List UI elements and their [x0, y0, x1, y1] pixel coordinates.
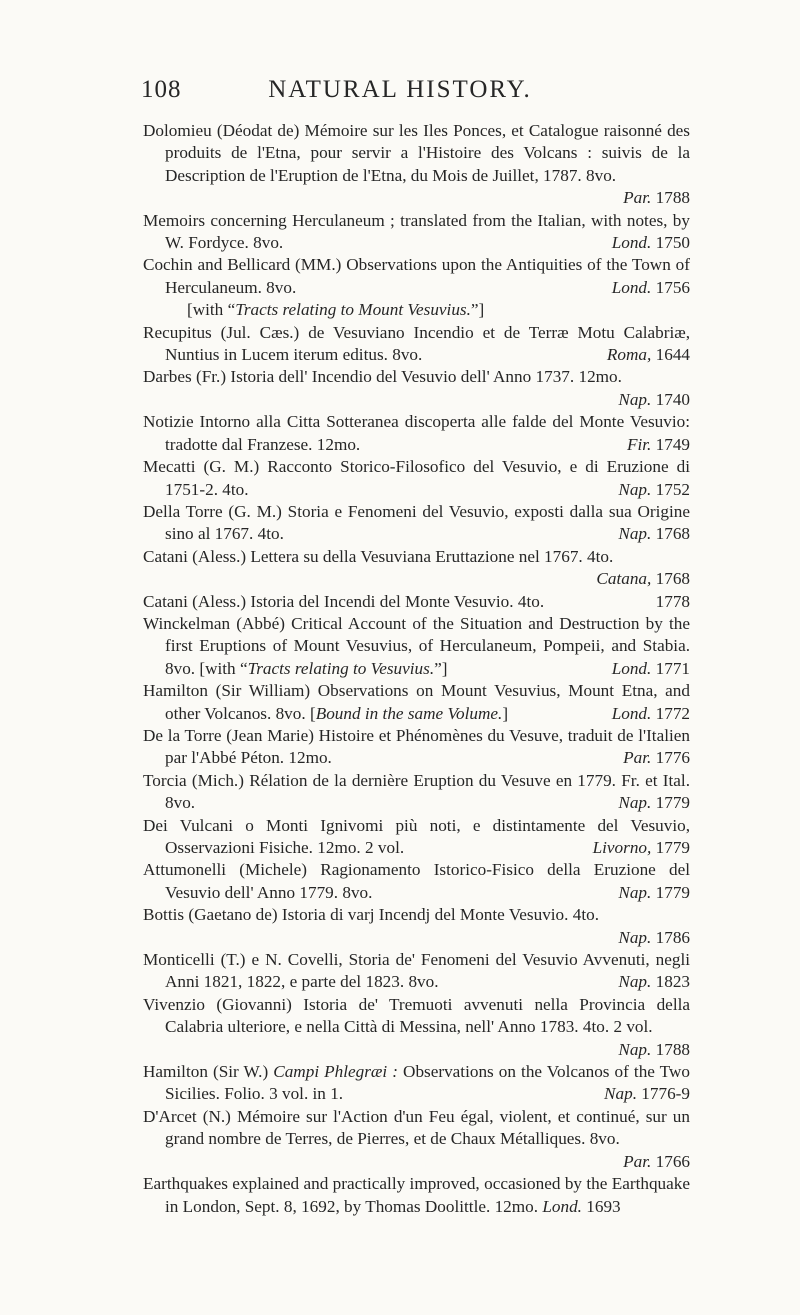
bibliography-entry — [143, 546, 690, 591]
entry-place: Nap. — [618, 972, 652, 992]
entry-year: 1768 — [655, 569, 690, 589]
entry-place: Lond. — [611, 703, 652, 723]
entry-text: De la Torre (Jean Marie) Histoire et Phénomènes du Vesuve, traduit de l'Italien par l'Abbé Péton. 12mo. — [143, 725, 690, 768]
entry-year: 1749 — [655, 434, 690, 454]
entry-text: Dolomieu (Déodat de) Mémoire sur les Iles Ponces, et Catalogue raisonné des produits de l'Etna, pour servir a l'Histoire des Volcans : suivis de la Description de l'Eruption de l'Etna, du Mois de Juillet, 1787. 8vo. — [143, 121, 690, 185]
page-header — [0, 76, 800, 110]
bibliography-entry — [143, 949, 690, 994]
entry-imprint — [612, 232, 690, 254]
entry-imprint — [165, 568, 690, 590]
entry-place: Lond. — [542, 1196, 582, 1216]
bibliography-entry — [143, 120, 690, 210]
bibliography-entry — [143, 994, 690, 1061]
entry-text: Catani (Aless.) Istoria del Incendi del Monte Vesuvio. 4to. — [143, 591, 545, 611]
bibliography-entry — [143, 366, 690, 411]
entry-place: Catana, — [596, 569, 652, 589]
entry-place: Nap. — [618, 389, 652, 409]
entry-imprint — [607, 344, 690, 366]
entry-imprint — [542, 1197, 620, 1216]
entry-text: Winckelman (Abbé) Critical Account of the Situation and Destruction by the first Eruptions of Mount Vesuvius, of Herculaneum, Pompeii, and Stabia. 8vo. — [143, 613, 690, 678]
bibliography-entry — [143, 501, 690, 546]
entry-place: Roma, — [606, 345, 652, 365]
page-number: 108 — [141, 76, 182, 103]
entry-text: Cochin and Bellicard (MM.) Observations upon the Antiquities of the Town of Herculaneum. 8vo. — [143, 255, 690, 297]
bibliography-entry — [143, 613, 690, 680]
bibliography-entry — [143, 322, 690, 367]
entry-place: Par. — [623, 188, 652, 208]
entry-text: Hamilton (Sir W.) Campi Phlegræi : Observations on the Volcanos of the Two Sicilies. Folio. 3 vol. in 1. — [143, 1062, 690, 1104]
entry-place: Fir. — [626, 434, 652, 454]
entry-text: Earthquakes explained and practically improved, occasioned by the Earthquake in London, Sept. 8, 1692, by Thomas Doolittle. 12mo. — [143, 1174, 690, 1216]
entry-year: 1776 — [655, 748, 690, 768]
entry-text: Monticelli (T.) e N. Covelli, Storia de' Fenomeni del Vesuvio Avvenuti, negli Anni 1821, 1822, e parte del 1823. 8vo. — [143, 950, 690, 992]
entry-imprint — [618, 882, 690, 904]
entry-imprint — [618, 479, 690, 501]
bibliography-entry — [143, 411, 690, 456]
entry-year: 1779 — [655, 838, 690, 857]
entry-year: 1740 — [655, 389, 690, 409]
bibliography-entry — [143, 680, 690, 725]
entry-imprint — [656, 591, 690, 613]
entry-year: 1779 — [655, 793, 690, 813]
entry-year: 1779 — [655, 882, 690, 902]
entry-imprint — [618, 971, 690, 993]
entry-text: Attumonelli (Michele) Ragionamento Istorico-Fisico della Eruzione del Vesuvio dell' Anno 1779. 8vo. — [143, 860, 690, 902]
entry-text: D'Arcet (N.) Mémoire sur l'Action d'un Feu égal, violent, et continué, sur un grand nombre de Terres, de Pierres, et de Chaux Métalliques. 8vo. — [143, 1106, 690, 1149]
bibliography-entry — [143, 904, 690, 949]
entry-place: Lond. — [611, 658, 652, 678]
entry-imprint — [623, 747, 690, 769]
entry-place: Nap. — [618, 479, 652, 499]
entry-year: 1750 — [655, 233, 690, 253]
entry-imprint — [165, 927, 690, 949]
entry-imprint — [612, 703, 690, 725]
entry-place: Lond. — [611, 277, 652, 297]
entry-text: Dei Vulcani o Monti Ignivomi più noti, e distintamente del Vesuvio, Osservazioni Fisiche. 12mo. 2 vol. — [143, 815, 690, 857]
entry-text: Recupitus (Jul. Cæs.) de Vesuviano Incendio et de Terræ Motu Calabriæ, Nuntius in Lucem iterum editus. 8vo. — [143, 322, 690, 365]
entry-year: 1772 — [655, 703, 690, 723]
entry-imprint — [612, 277, 690, 299]
entry-year: 1776-9 — [641, 1084, 690, 1104]
entry-text: Mecatti (G. M.) Racconto Storico-Filosofico del Vesuvio, e di Eruzione di 1751-2. 4to. — [143, 457, 690, 499]
entry-imprint — [165, 389, 690, 411]
entry-year: 1778 — [655, 591, 690, 611]
entry-place: Nap. — [618, 793, 652, 813]
entry-note: [Bound in the same Volume.] — [309, 703, 509, 723]
entry-text: Vivenzio (Giovanni) Istoria de' Tremuoti avvenuti nella Provincia della Calabria ulteriore, e nella Città di Messina, nell' Anno 1783. 4to. 2 vol. — [143, 994, 690, 1037]
bibliography-entry — [143, 815, 690, 860]
bibliography-entry — [143, 591, 690, 613]
bibliography-entry — [143, 456, 690, 501]
entry-imprint — [165, 187, 690, 209]
entry-text: Catani (Aless.) Lettera su della Vesuviana Eruttazione nel 1767. 4to. — [143, 546, 614, 566]
bibliography-entry — [143, 859, 690, 904]
bibliography-list — [143, 120, 690, 1218]
entry-imprint — [618, 523, 690, 545]
entry-place: Livorno, — [592, 838, 652, 857]
running-title: NATURAL HISTORY. — [268, 76, 532, 103]
entry-year: 1786 — [655, 927, 690, 947]
entry-text: Darbes (Fr.) Istoria dell' Incendio del Vesuvio dell' Anno 1737. 12mo. — [143, 367, 622, 387]
entry-place: Nap. — [618, 1039, 652, 1059]
bibliography-entry — [143, 210, 690, 255]
bibliography-entry — [143, 1173, 690, 1218]
entry-year: 1788 — [655, 188, 690, 208]
entry-place: Nap. — [618, 927, 652, 947]
entry-text: Bottis (Gaetano de) Istoria di varj Incendj del Monte Vesuvio. 4to. — [143, 905, 600, 925]
entry-year: 1771 — [655, 658, 690, 678]
entry-imprint — [165, 1151, 690, 1173]
bibliography-entry — [143, 254, 690, 321]
entry-text: Della Torre (G. M.) Storia e Fenomeni del Vesuvio, exposti dalla sua Origine sino al 1767. 4to. — [143, 501, 690, 544]
entry-imprint — [593, 837, 690, 859]
entry-year: 1766 — [655, 1151, 690, 1171]
entry-place: Par. — [623, 1151, 652, 1171]
entry-place: Nap. — [618, 524, 652, 544]
entry-note: [with “Tracts relating to Mount Vesuvius.”] — [187, 300, 485, 320]
entry-year: 1756 — [655, 277, 690, 297]
entry-imprint — [604, 1083, 690, 1105]
entry-note: [with “Tracts relating to Vesuvius.”] — [199, 658, 448, 678]
entry-place: Par. — [623, 748, 652, 768]
entry-year: 1823 — [655, 972, 690, 992]
entry-imprint — [165, 1039, 690, 1061]
entry-year: 1788 — [655, 1039, 690, 1059]
entry-imprint — [612, 658, 690, 680]
entry-text: Notizie Intorno alla Citta Sotteranea discoperta alle falde del Monte Vesuvio: tradotte dal Franzese. 12mo. — [143, 412, 690, 454]
bibliography-entry — [143, 770, 690, 815]
entry-year: 1644 — [655, 345, 690, 365]
entry-place: Lond. — [611, 233, 652, 253]
entry-year: 1752 — [655, 479, 690, 499]
entry-text: Hamilton (Sir William) Observations on Mount Vesuvius, Mount Etna, and other Volcanos. 8vo. — [143, 681, 690, 723]
entry-place: Nap. — [604, 1084, 637, 1104]
entry-text: Memoirs concerning Herculaneum ; translated from the Italian, with notes, by W. Fordyce. 8vo. — [143, 210, 690, 253]
bibliography-entry — [143, 725, 690, 770]
entry-imprint — [618, 792, 690, 814]
entry-year: 1693 — [586, 1196, 621, 1216]
entry-place: Nap. — [618, 882, 652, 902]
entry-text: Torcia (Mich.) Rélation de la dernière Eruption du Vesuve en 1779. Fr. et Ital. 8vo. — [143, 770, 690, 813]
entry-year: 1768 — [655, 524, 690, 544]
bibliography-entry — [143, 1106, 690, 1173]
bibliography-entry — [143, 1061, 690, 1106]
entry-imprint — [627, 434, 690, 456]
